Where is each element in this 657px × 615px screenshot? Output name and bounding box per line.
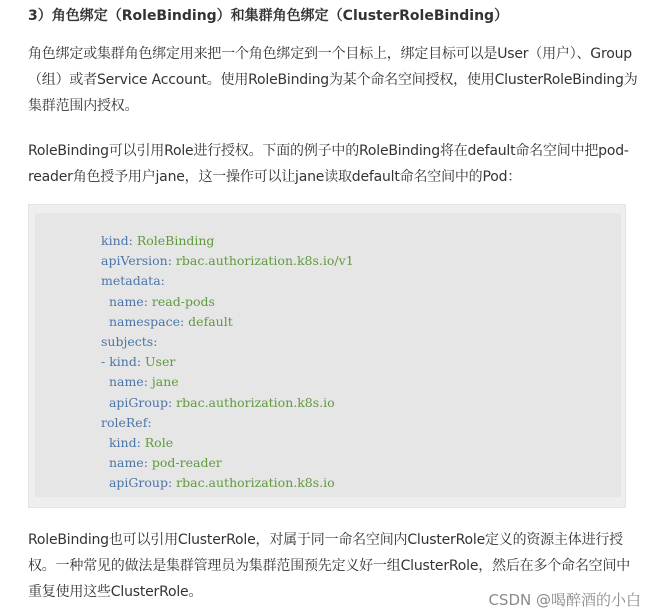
code-key: kind [109, 354, 137, 370]
code-dash: - [101, 354, 110, 370]
code-value: jane [151, 374, 179, 390]
code-value: rbac.authorization.k8s.io/v1 [175, 253, 354, 269]
code-value: rbac.authorization.k8s.io [176, 475, 335, 491]
code-key: apiGroup [108, 394, 168, 410]
paragraph-line: 重复使用这些ClusterRole。 [28, 584, 203, 600]
code-line [101, 453, 354, 473]
code-separator: : [147, 414, 152, 430]
code-line [101, 271, 354, 291]
code-key: kind [101, 233, 129, 248]
code-key: namespace [108, 313, 180, 329]
paragraph-intro [28, 41, 638, 119]
code-separator: : [167, 475, 177, 491]
code-key: name [108, 455, 144, 471]
code-indent [101, 395, 109, 410]
paragraph-line: （组）或者Service Account。使用RoleBinding为某个命名空间授权，使用ClusterRoleBinding为 [28, 72, 638, 88]
code-value: User [145, 354, 176, 370]
code-separator: : [136, 354, 146, 370]
code-value: pod-reader [151, 455, 222, 471]
code-indent [101, 435, 109, 450]
code-value: Role [144, 434, 174, 450]
paragraph-line: RoleBinding可以引用Role进行授权。下面的例子中的RoleBinding将在default命名空间中把pod- [28, 143, 629, 159]
code-indent [101, 455, 109, 470]
code-line [101, 332, 354, 352]
code-separator: : [153, 333, 158, 349]
code-separator: : [143, 374, 152, 390]
paragraph-line: 权。一种常见的做法是集群管理员为集群范围预先定义好一组ClusterRole，然后在多个命名空间中 [28, 558, 631, 574]
code-line [101, 473, 354, 493]
code-line [101, 251, 354, 271]
code-separator: : [167, 394, 177, 410]
code-indent [101, 374, 109, 389]
code-value: rbac.authorization.k8s.io [176, 394, 335, 410]
code-line [101, 413, 354, 433]
code-line [101, 312, 354, 332]
code-block [28, 204, 626, 508]
code-line [101, 292, 354, 312]
code-line [101, 231, 354, 251]
code-line [101, 393, 354, 413]
code-key: subjects [101, 333, 154, 349]
paragraph-line: 角色绑定或集群角色绑定用来把一个角色绑定到一个目标上，绑定目标可以是User（用户）、Group [28, 46, 632, 62]
paragraph-line: 集群范围内授权。 [28, 98, 139, 114]
code-separator: : [143, 455, 152, 471]
paragraph-line: RoleBinding也可以引用ClusterRole，对属于同一命名空间内ClusterRole定义的资源主体进行授 [28, 532, 623, 548]
paragraph-line: reader角色授予用户jane，这一操作可以让jane读取default命名空间中的Pod： [28, 169, 522, 185]
code-block-inner [35, 213, 621, 497]
code-value: default [188, 313, 233, 329]
code-indent [101, 294, 109, 309]
code-separator: : [167, 253, 176, 269]
code-key: apiVersion [101, 253, 168, 269]
code-separator: : [160, 273, 165, 289]
code-key: kind [108, 434, 137, 450]
code-separator: : [128, 233, 137, 248]
section-heading: 3）角色绑定（RoleBinding）和集群角色绑定（ClusterRoleBinding） [28, 8, 509, 24]
code-indent [101, 475, 109, 490]
code-line [101, 433, 354, 453]
code-listing [101, 231, 354, 493]
code-key: name [108, 293, 144, 309]
code-key: metadata [101, 273, 161, 289]
paragraph-rolebinding [28, 138, 628, 190]
code-line [101, 372, 354, 392]
code-indent [101, 314, 109, 329]
code-line [101, 352, 354, 372]
code-key: roleRef [101, 414, 148, 430]
code-separator: : [179, 313, 189, 329]
code-separator: : [143, 293, 152, 309]
watermark: CSDN @喝醉酒的小白 [488, 591, 641, 609]
code-value: read-pods [151, 293, 215, 309]
code-value: RoleBinding [136, 233, 215, 248]
code-key: name [108, 374, 144, 390]
code-separator: : [136, 434, 145, 450]
code-key: apiGroup [108, 475, 168, 491]
